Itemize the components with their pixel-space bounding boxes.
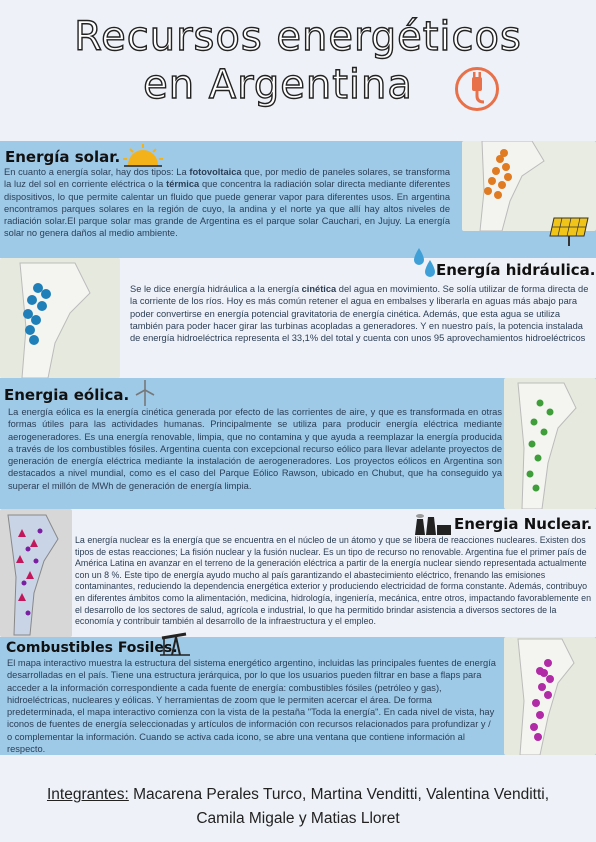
eolica-body: La energía eólica es la energía cinética generada por efecto de las corrientes de aire, y que es transformada en otras formas útiles para las actividades humanas. Principalmente se utiliza para producir energía eléctrica mediante aerogeneradores. Es una energía renovable, limpia, que no contamina y que ayuda a reemplazar la energía producida a través de los combustibles fósiles. Argentina cuenta con excepcional recurso eólico para llevar adelante proyectos de generación de energía eléctrica mediante la instalación de aerogeneradores. Los proyectos eólicos en Argentina son destacados a nivel mundial, como es el caso del Parque Eólico Rawson, ubicado en Chubut, que ha conseguido ya superar el millón de MWh de generación de energía limpia. [8,407,502,491]
nuclear-body: La energía nuclear es la energía que se encuentra en el núcleo de un átomo y que se libera de reacciones nucleares. Existen dos tipos de estas reacciones; La fisión nuclear y la fusión nuclear. Es un tipo de recurso no renovable. Argentina fue el primer país de América Latina en avanzar en el terreno de la generación eléctrica a partir de la energía nuclear siendo representada actualmente con un 8 %. Este tipo de energía ayudo mucho al país garantizando el abastecimiento eléctrico, frenando las emisiones contaminantes, reduciendo la dependencia energética exterior y produciendo electricidad de forma constante. Además, contribuyo en diferentes ámbitos como la alimentación, medicina, hidrología, ingeniería, mecánica, entre otros, impactando favorablemente en el desarrollo de los sectores de salud, agrícola e industrial, lo que ha permitido brindar asistencia a diversos sectores de la economía y contribuir también al desarrollo de la infraestructura y el empleo. [75,535,592,627]
plug-icon [455,67,499,111]
water-drops-icon [412,246,438,283]
members-names-line1: Macarena Perales Turco, Martina Venditti, Valentina Venditti, [128,786,550,803]
nuclear-map [0,509,72,637]
members-label: Integrantes: [46,786,129,803]
hidraulica-map [0,258,120,378]
poster-title-line1: Recursos energéticos [74,14,522,60]
fosiles-map [504,637,596,755]
eolica-heading: Energia eólica. [4,386,130,404]
fosiles-body: El mapa interactivo muestra la estructura del sistema energético argentino, incluidas las principales fuentes de energía desarrolladas en el país. Tiene una estructura jerárquica, por lo que los usuarios pueden filtrar en base a flaps para acceder a la información correspondiente a cada fuente de energía: combustibles fósiles (petróleo y gas), hidroeléctricas, nucleares y eólicas. Y herramientas de zoom que le permiten acercar el área. De forma predeterminada, el mapa interactivo comienza con la vista de la pestaña "Toda la energía". En cada nivel de vista, hay iconos de fuentes de energía seleccionadas y artículos de información con recursos relacionados para profundizar y / o complementar la información. Cuando se activa cada icono, se abre una ventana que contiene información al respecto. [7,658,496,755]
hidraulica-heading: Energía hidráulica. [436,261,596,279]
members-line1 [0,783,596,807]
hidraulica-body: Se le dice energía hidráulica a la energía cinética del agua en movimiento. Se solía utilizar de forma directa de la corriente de los ríos. Hoy es más común retener el agua en embalses y liberarla en aguas más abajo para poder convertirse en energía potencial gravitatoria de energía cinética. Además, que esta agua se utiliza también para poder hacer girar las turbinas acopladas a generadores. Y en nuestro país, la potencia instalada de energía hidroeléctrica representa el 33,1% del total y cuenta con unos 95 aprovechamientos hidroeléctricos [130,284,589,344]
members-credits [0,783,596,831]
nuclear-heading: Energia Nuclear. [454,515,593,533]
poster-title-line2: en Argentina [143,62,413,108]
fosiles-heading: Combustibles Fosiles. [6,640,178,656]
members-names-line2: Camila Migale y Matias Lloret [196,810,400,827]
solar-body: En cuanto a energía solar, hay dos tipos: La fotovoltaica que, por medio de paneles solares, se transforma la luz del sol en corriente eléctrica o la térmica que concentra la radiación solar directa mediante diferentes dispositivos, lo que permite calentar un fluido que puede generar vapor para diferentes usos. En argentina encontramos parques solares en la región de cuyo, la andina y el norte ya que allí hay altos niveles de radiación solar.El parque solar mas grande de Argentina es el parque solar Cauchari, en Jujuy. La energía solar no genera daños al medio ambiente. [4,167,451,239]
solar-heading: Energía solar. [5,148,121,166]
eolica-map [504,378,596,509]
solar-panel-icon [548,216,592,253]
